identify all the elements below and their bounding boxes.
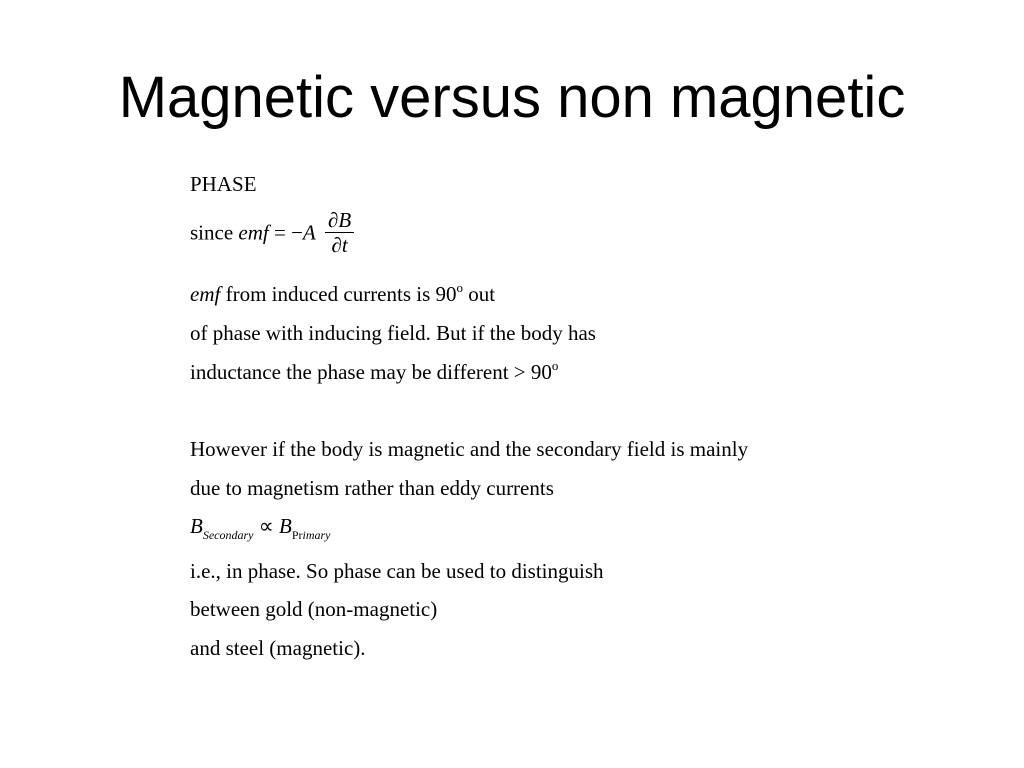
b-primary-symbol: B	[279, 514, 292, 538]
phase-heading: PHASE	[190, 172, 257, 196]
fraction-numerator: ∂B	[325, 208, 354, 233]
ie-line: i.e., in phase. So phase can be used to distinguish	[190, 559, 604, 583]
steel-line: and steel (magnetic).	[190, 636, 366, 660]
emf-out-of-phase-line	[190, 282, 495, 307]
inductance-text: inductance the phase may be different > 90	[190, 360, 552, 384]
degree-sign: o	[456, 280, 464, 295]
out-word: out	[468, 282, 496, 306]
primary-subscript-b: imary	[302, 528, 331, 542]
since-word: since	[190, 220, 234, 245]
secondary-subscript: Secondary	[202, 528, 254, 542]
primary-subscript-a: Pr	[291, 528, 303, 542]
emf-equation	[190, 210, 354, 259]
emf-symbol-2: emf	[190, 282, 221, 306]
fraction-denominator: ∂t	[331, 233, 348, 257]
phase-text-line: of phase with inducing field. But if the body has	[190, 321, 596, 345]
equals-minus: = −	[273, 220, 303, 245]
derivative-fraction	[325, 208, 354, 257]
due-line: due to magnetism rather than eddy currents	[190, 476, 554, 500]
emf-induced-text: from induced currents is 90	[225, 282, 457, 306]
inductance-line	[190, 360, 558, 385]
degree-sign-2: o	[551, 358, 559, 373]
however-line: However if the body is magnetic and the secondary field is mainly	[190, 437, 749, 461]
emf-symbol: emf	[238, 220, 269, 245]
proportional-equation	[190, 514, 331, 542]
slide-title: Magnetic versus non magnetic	[118, 65, 906, 130]
b-secondary-symbol: B	[190, 514, 203, 538]
area-symbol: A	[302, 220, 316, 245]
proportional-symbol: ∝	[258, 514, 274, 538]
between-line: between gold (non-magnetic)	[190, 597, 438, 621]
